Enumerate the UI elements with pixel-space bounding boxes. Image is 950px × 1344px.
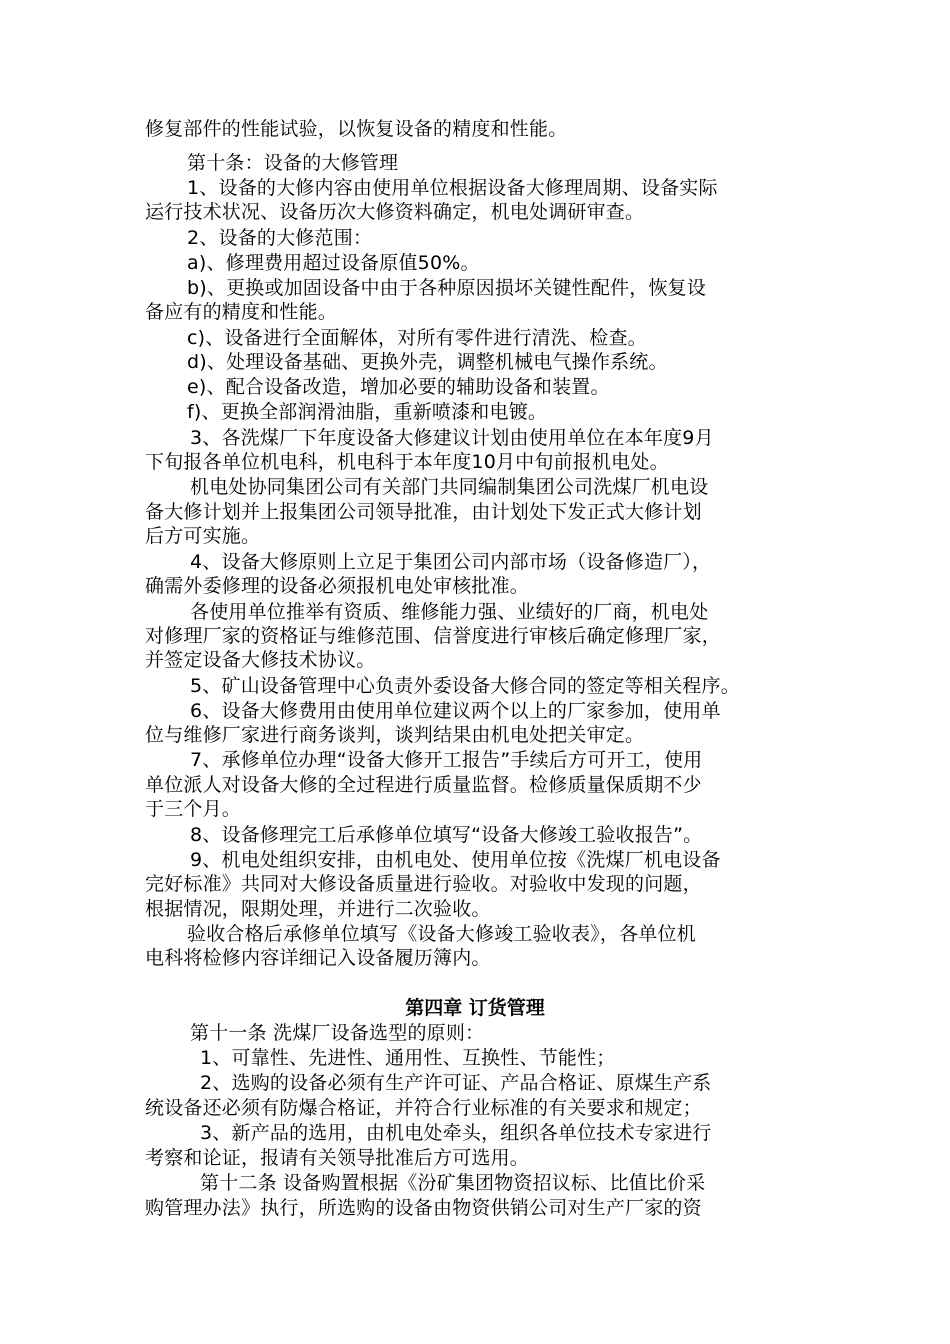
- text-line: 电科将检修内容详细记入设备履历簿内。: [145, 947, 491, 969]
- text-line: e)、配合设备改造，增加必要的辅助设备和装置。: [187, 376, 610, 398]
- text-line: 修复部件的性能试验，以恢复设备的精度和性能。: [145, 118, 568, 140]
- text-line: 并签定设备大修技术协议。: [145, 649, 376, 671]
- text-line: 各使用单位推举有资质、维修能力强、业绩好的厂商，机电处: [190, 601, 709, 623]
- text-line: 4、设备大修原则上立足于集团公司内部市场（设备修造厂），: [190, 551, 712, 573]
- text-line: 备应有的精度和性能。: [145, 301, 338, 323]
- text-line: 完好标准》共同对大修设备质量进行验收。对验收中发现的问题，: [145, 873, 702, 895]
- text-line: 购管理办法》执行，所选购的设备由物资供销公司对生产厂家的资: [145, 1197, 702, 1219]
- chapter-title: 第四章 订货管理: [405, 997, 545, 1019]
- text-line: 验收合格后承修单位填写《设备大修竣工验收表》，各单位机: [187, 923, 696, 945]
- text-line: 单位派人对设备大修的全过程进行质量监督。检修质量保质期不少: [145, 774, 702, 796]
- text-line: 3、各洗煤厂下年度设备大修建议计划由使用单位在本年度9月: [190, 427, 714, 449]
- text-line: 对修理厂家的资格证与维修范围、信誉度进行审核后确定修理厂家，: [145, 625, 722, 647]
- text-line: 根据情况，限期处理，并进行二次验收。: [145, 898, 491, 920]
- text-line: 确需外委修理的设备必须报机电处审核批准。: [145, 575, 530, 597]
- text-line: 统设备还必须有防爆合格证，并符合行业标准的有关要求和规定；: [145, 1097, 702, 1119]
- article-heading: 第十条：设备的大修管理: [187, 152, 399, 174]
- text-line: 3、新产品的选用，由机电处牵头，组织各单位技术专家进行: [200, 1122, 712, 1144]
- text-line: 备大修计划并上报集团公司领导批准，由计划处下发正式大修计划: [145, 501, 702, 523]
- text-line: f)、更换全部润滑油脂，重新喷漆和电镀。: [187, 401, 548, 423]
- text-line: 6、设备大修费用由使用单位建议两个以上的厂家参加，使用单: [190, 700, 721, 722]
- text-line: 位与维修厂家进行商务谈判，谈判结果由机电处把关审定。: [145, 724, 645, 746]
- text-line: a)、修理费用超过设备原值50%。: [187, 252, 480, 274]
- text-line: 下旬报各单位机电科，机电科于本年度10月中旬前报机电处。: [145, 451, 669, 473]
- article-heading: 第十二条 设备购置根据《汾矿集团物资招议标、比值比价采: [200, 1172, 706, 1194]
- text-line: 考察和论证，报请有关领导批准后方可选用。: [145, 1147, 530, 1169]
- text-line: 1、可靠性、先进性、通用性、互换性、节能性；: [200, 1047, 616, 1069]
- text-line: 于三个月。: [145, 798, 242, 820]
- text-line: b)、更换或加固设备中由于各种原因损坏关键性配件，恢复设: [187, 277, 707, 299]
- article-heading: 第十一条 洗煤厂设备选型的原则：: [190, 1022, 485, 1044]
- text-line: 机电处协同集团公司有关部门共同编制集团公司洗煤厂机电设: [190, 476, 709, 498]
- text-line: 5、矿山设备管理中心负责外委设备大修合同的签定等相关程序。: [190, 675, 740, 697]
- text-line: 1、设备的大修内容由使用单位根据设备大修理周期、设备实际: [187, 177, 718, 199]
- text-line: d)、处理设备基础、更换外壳，调整机械电气操作系统。: [187, 351, 668, 373]
- text-line: 2、设备的大修范围：: [187, 227, 373, 249]
- text-line: 8、设备修理完工后承修单位填写“设备大修竣工验收报告”。: [190, 824, 703, 846]
- text-line: 运行技术状况、设备历次大修资料确定，机电处调研审查。: [145, 201, 645, 223]
- text-line: 9、机电处组织安排，由机电处、使用单位按《洗煤厂机电设备: [190, 849, 721, 871]
- text-line: 7、承修单位办理“设备大修开工报告”手续后方可开工，使用: [190, 749, 703, 771]
- text-line: c)、设备进行全面解体，对所有零件进行清洗、检查。: [187, 327, 647, 349]
- text-line: 2、选购的设备必须有生产许可证、产品合格证、原煤生产系: [200, 1072, 712, 1094]
- text-line: 后方可实施。: [145, 525, 261, 547]
